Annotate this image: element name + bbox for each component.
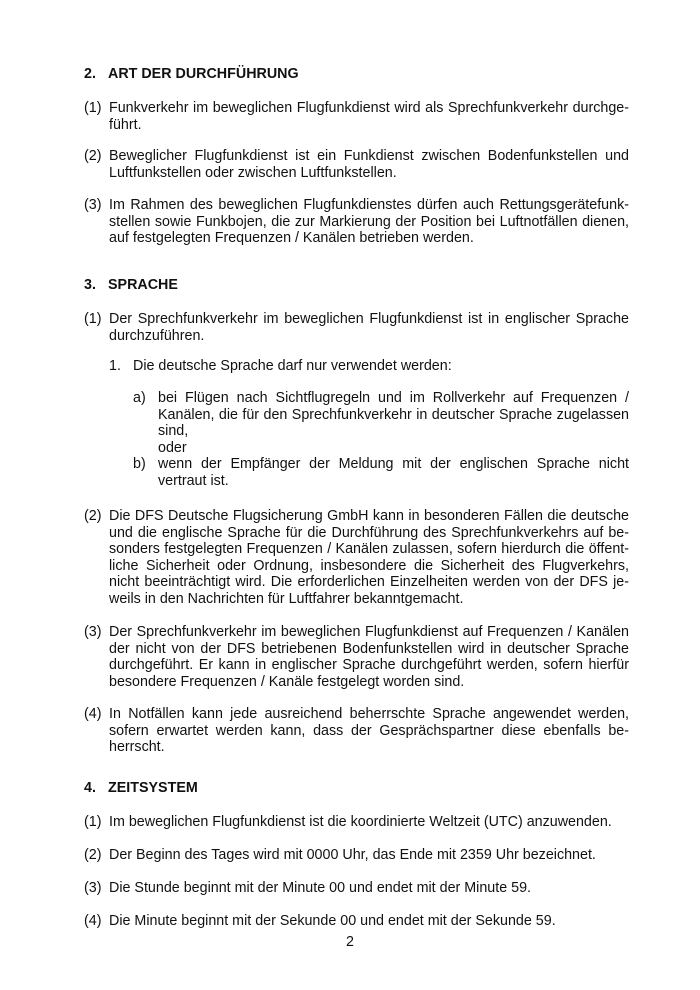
paragraph-line: Im beweglichen Flugfunkdienst ist die koordinierte Weltzeit (UTC) anzuwenden.	[109, 814, 612, 830]
paragraph-line: Beweglicher Flugfunkdienst ist ein Funkdienst zwischen Bodenfunkstellen und	[109, 148, 629, 164]
paragraph-label: (1)	[84, 814, 102, 830]
paragraph-label: (2)	[84, 847, 102, 863]
paragraph-line: Im Rahmen des beweglichen Flugfunkdienstes dürfen auch Rettungsgerätefunk-	[109, 197, 629, 213]
page-number: 2	[346, 934, 354, 950]
list-text: Die deutsche Sprache darf nur verwendet werden:	[133, 358, 452, 374]
paragraph-line: Der Sprechfunkverkehr im beweglichen Flugfunkdienst ist in englischer Sprache	[109, 311, 629, 327]
paragraph-line: besondere Frequenzen / Kanäle festgelegt worden sind.	[109, 673, 465, 690]
paragraph-label: (4)	[84, 706, 102, 722]
section-title: ART DER DURCHFÜHRUNG	[108, 66, 299, 82]
section-heading	[84, 277, 178, 294]
paragraph-line: durchgeführt. Er kann in englischer Sprache durchgeführt werden, sofern hierfür	[109, 657, 629, 674]
section-title: ZEITSYSTEM	[108, 780, 198, 796]
option-line: bei Flügen nach Sichtflugregeln und im Rollverkehr auf Frequenzen /	[158, 390, 629, 406]
paragraph-line: Die DFS Deutsche Flugsicherung GmbH kann in besonderen Fällen die deutsche	[109, 508, 629, 524]
option-line: sind,	[158, 423, 189, 440]
list-number: 1.	[109, 358, 121, 374]
paragraph-line: und die englische Sprache für die Durchführung des Sprechfunkverkehrs auf be-	[109, 524, 629, 541]
paragraph-line: stellen sowie Funkbojen, die zur Markierung der Position bei Luftnotfällen dienen,	[109, 213, 629, 230]
option-line: wenn der Empfänger der Meldung mit der englischen Sprache nicht	[158, 456, 629, 472]
paragraph-label: (4)	[84, 913, 102, 929]
paragraph-label: (2)	[84, 508, 102, 524]
section-heading	[84, 66, 299, 83]
paragraph-line: Die Minute beginnt mit der Sekunde 00 und endet mit der Sekunde 59.	[109, 913, 556, 929]
paragraph-line: In Notfällen kann jede ausreichend beherrschte Sprache angewendet werden,	[109, 706, 629, 722]
paragraph-line: sofern erwartet werden kann, dass der Gesprächspartner diese ebenfalls be-	[109, 722, 629, 739]
paragraph-line: weils in den Nachrichten für Luftfahrer bekanntgemacht.	[109, 591, 464, 607]
paragraph-line: sonders festgelegten Frequenzen / Kanälen zulassen, sofern hierdurch die öffent-	[109, 541, 629, 558]
paragraph-line: der nicht von der DFS betriebenen Bodenfunkstellen wird in deutscher Sprache	[109, 640, 629, 657]
paragraph-line: Luftfunkstellen oder zwischen Luftfunkstellen.	[109, 164, 397, 181]
paragraph-label: (2)	[84, 148, 102, 164]
paragraph-label: (3)	[84, 624, 102, 640]
section-number: 3.	[84, 277, 96, 293]
paragraph-label: (1)	[84, 100, 102, 116]
paragraph-line: Funkverkehr im beweglichen Flugfunkdienst wird als Sprechfunkverkehr durchge-	[109, 100, 629, 116]
paragraph-line: nicht beeinträchtigt wird. Die erforderlichen Einzelheiten werden von der DFS je-	[109, 574, 629, 591]
paragraph-line: führt.	[109, 116, 142, 133]
paragraph-line: herrscht.	[109, 739, 165, 756]
paragraph-line: Die Stunde beginnt mit der Minute 00 und endet mit der Minute 59.	[109, 880, 532, 896]
section-title: SPRACHE	[108, 277, 178, 293]
paragraph-line: auf festgelegten Frequenzen / Kanälen betrieben werden.	[109, 230, 474, 247]
paragraph-line: Der Sprechfunkverkehr im beweglichen Flugfunkdienst auf Frequenzen / Kanälen	[109, 624, 629, 640]
section-number: 2.	[84, 66, 96, 82]
option-line: vertraut ist.	[158, 472, 229, 489]
section-number: 4.	[84, 780, 96, 796]
paragraph-label: (1)	[84, 311, 102, 327]
option-line: Kanälen, die für den Sprechfunkverkehr in deutscher Sprache zugelassen	[158, 406, 629, 423]
paragraph-label: (3)	[84, 880, 102, 896]
paragraph-line: Der Beginn des Tages wird mit 0000 Uhr, das Ende mit 2359 Uhr bezeichnet.	[109, 847, 596, 863]
paragraph-line: liche Sicherheit oder Ordnung, insbesondere die Sicherheit des Flugverkehrs,	[109, 557, 629, 574]
section-heading	[84, 780, 198, 797]
option-label: a)	[133, 390, 146, 406]
option-label: b)	[133, 456, 146, 472]
option-line: oder	[158, 439, 187, 456]
paragraph-line: durchzuführen.	[109, 327, 205, 344]
paragraph-label: (3)	[84, 197, 102, 213]
